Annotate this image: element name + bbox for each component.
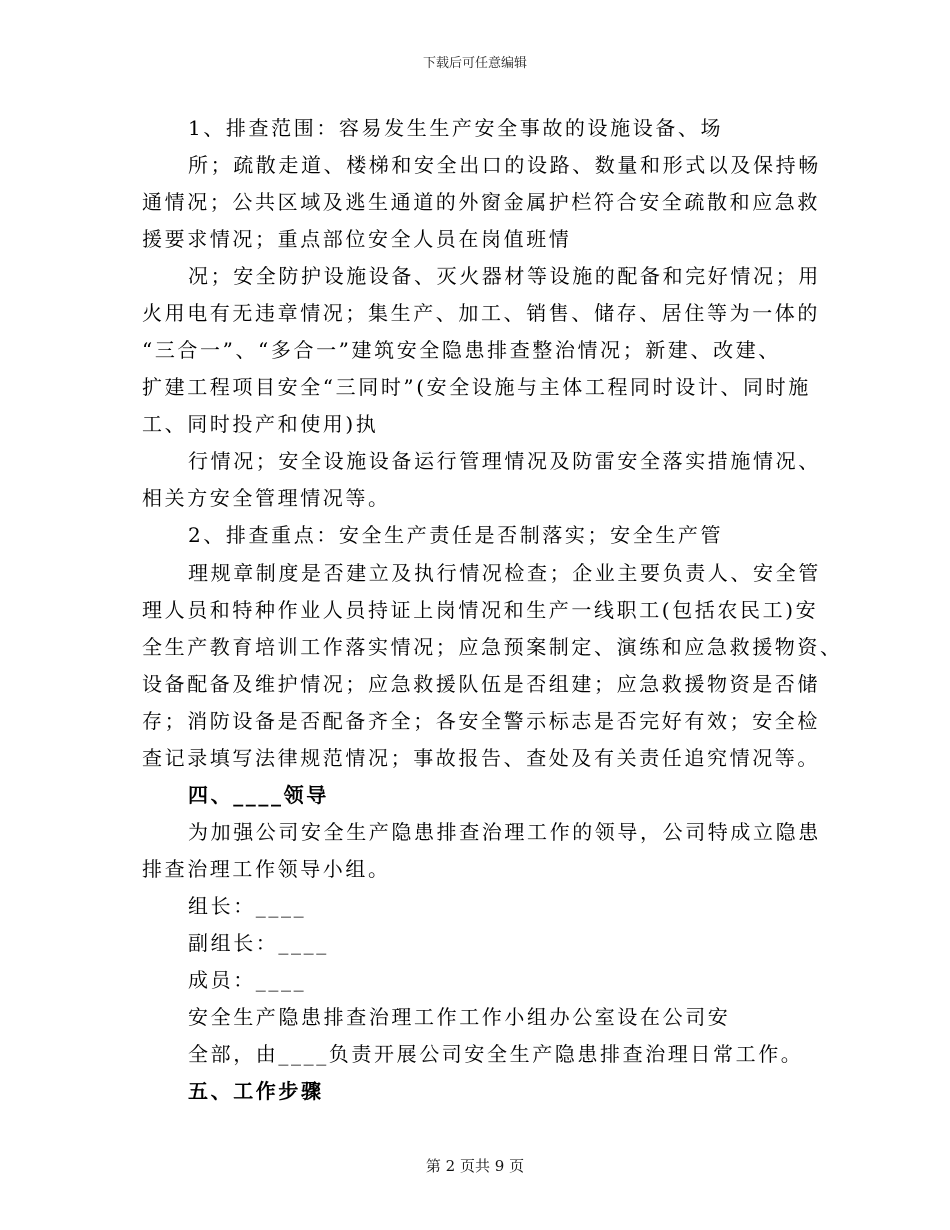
section-heading-work-steps: 五、工作步骤 [188, 1079, 324, 1103]
page-footer: 第 2 页共 9 页 [425, 1157, 525, 1175]
paragraph-focus-line-2: 理规章制度是否建立及执行情况检查；企业主要负责人、安全管 [188, 561, 821, 585]
deputy-leader-line: 副组长：____ [188, 931, 329, 955]
paragraph-focus-line-4: 全生产教育培训工作落实情况；应急预案制定、演练和应急救援物资、 [142, 635, 843, 659]
paragraph-office-line-2: 全部，由____负责开展公司安全生产隐患排查治理日常工作。 [188, 1042, 804, 1066]
paragraph-scope-line-9: 工、同时投产和使用)执 [142, 412, 379, 436]
paragraph-scope-line-7: “三合一”、“多合一”建筑安全隐患排查整治情况；新建、改建、 [142, 338, 781, 362]
paragraph-scope-line-3: 通情况；公共区域及逃生通道的外窗金属护栏符合安全疏散和应急救 [142, 190, 820, 214]
paragraph-scope-line-11: 相关方安全管理情况等。 [142, 486, 391, 510]
paragraph-focus-line-7: 查记录填写法律规范情况；事故报告、查处及有关责任追究情况等。 [142, 746, 820, 770]
section-heading-leadership: 四、____领导 [188, 783, 329, 807]
group-leader-line: 组长：____ [188, 894, 307, 918]
paragraph-scope-line-6: 火用电有无违章情况；集生产、加工、销售、储存、居住等为一体的 [142, 301, 820, 325]
paragraph-focus-line-3: 理人员和特种作业人员持证上岗情况和生产一线职工(包括农民工)安 [142, 598, 819, 622]
paragraph-focus-line-5: 设备配备及维护情况；应急救援队伍是否组建；应急救援物资是否储 [142, 672, 820, 696]
paragraph-scope-line-10: 行情况；安全设施设备运行管理情况及防雷安全落实措施情况、 [188, 449, 821, 473]
paragraph-scope-line-2: 所；疏散走道、楼梯和安全出口的设路、数量和形式以及保持畅 [188, 153, 821, 177]
paragraph-scope-line-4: 援要求情况；重点部位安全人员在岗值班情 [142, 227, 572, 251]
members-line: 成员：____ [188, 968, 307, 992]
paragraph-scope-line-1: 1、排查范围：容易发生生产安全事故的设施设备、场 [188, 116, 724, 140]
paragraph-focus-line-1: 2、排查重点：安全生产责任是否制落实；安全生产管 [188, 523, 724, 547]
paragraph-scope-line-5: 况；安全防护设施设备、灭火器材等设施的配备和完好情况；用 [188, 264, 821, 288]
paragraph-focus-line-6: 存；消防设备是否配备齐全；各安全警示标志是否完好有效；安全检 [142, 709, 820, 733]
paragraph-leadership-line-2: 排查治理工作领导小组。 [142, 857, 391, 881]
paragraph-leadership-line-1: 为加强公司安全生产隐患排查治理工作的领导，公司特成立隐患 [188, 820, 821, 844]
paragraph-scope-line-8: 扩建工程项目安全“三同时”(安全设施与主体工程同时设计、同时施 [142, 375, 811, 399]
page-header: 下载后可任意编辑 [422, 56, 527, 71]
paragraph-office-line-1: 安全生产隐患排查治理工作工作小组办公室设在公司安 [188, 1005, 731, 1029]
